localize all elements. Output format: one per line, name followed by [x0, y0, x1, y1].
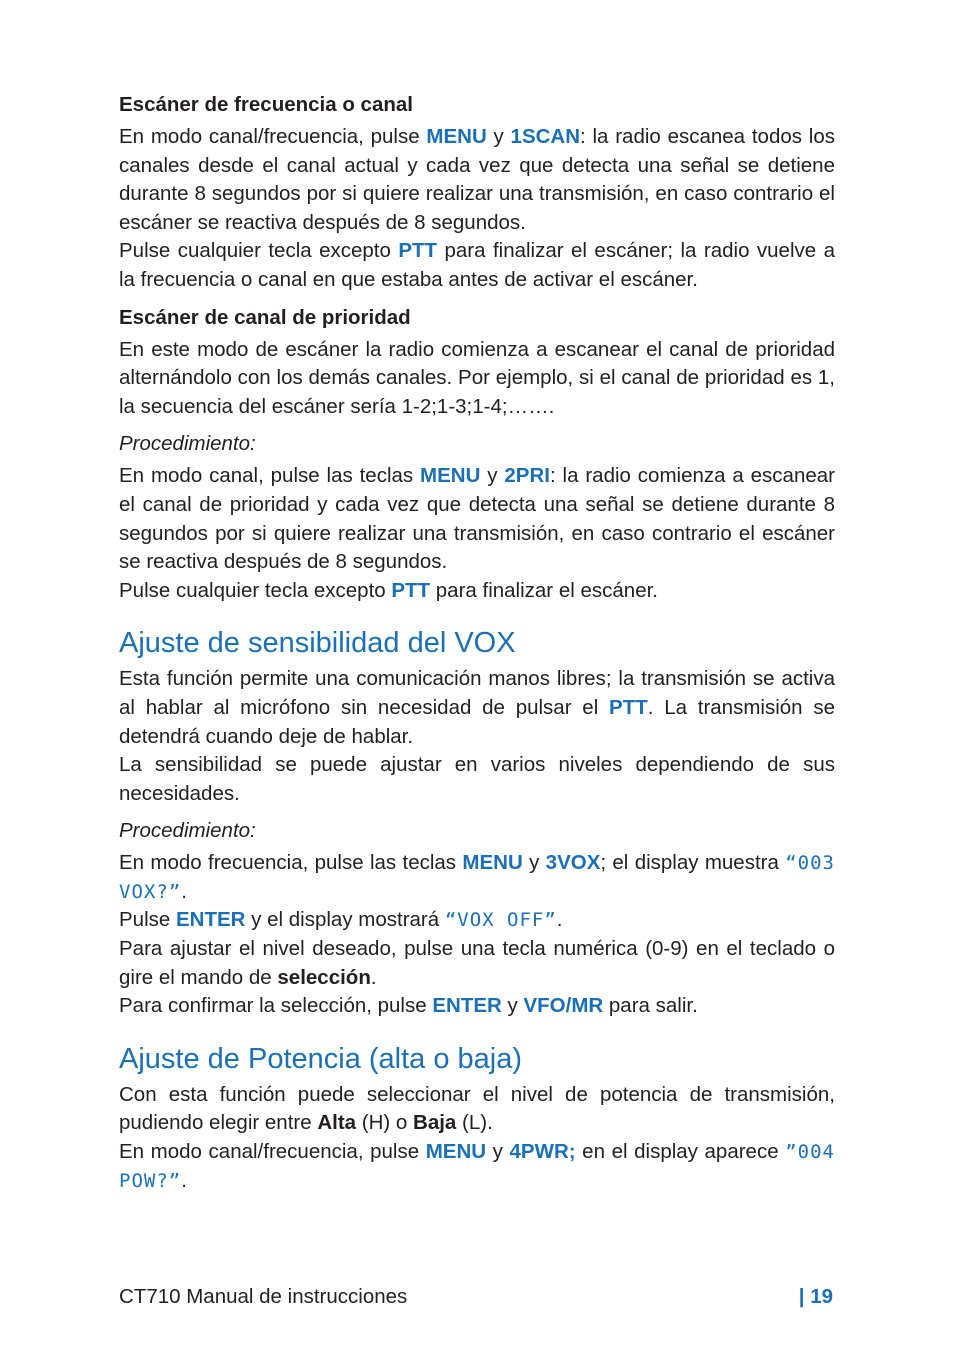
key-menu: MENU [462, 851, 523, 875]
paragraph: En modo canal/frecuencia, pulse MENU y 4PWR; en el display aparece ”004 POW?”. [119, 1140, 835, 1192]
paragraph: La sensibilidad se puede ajustar en varios niveles dependiendo de sus necesidades. [119, 753, 835, 805]
key-ptt: PTT [398, 239, 438, 263]
paragraph: En este modo de escáner la radio comienza a escanear el canal de prioridad alternándolo con los demás canales. Por ejemplo, si el canal de prioridad es 1, la secuencia del escáner sería 1-2;1-3;1-4;……. [119, 337, 835, 418]
paragraph: Pulse cualquier tecla excepto PTT para finalizar el escáner; la radio vuelve a la frecuencia o canal en que estaba antes de activar el escáner. [119, 239, 835, 291]
page-content [119, 90, 835, 1195]
paragraph: Para ajustar el nivel deseado, pulse una tecla numérica (0-9) en el teclado o gire el mando de selección. [119, 937, 835, 989]
paragraph: Para confirmar la selección, pulse ENTER y VFO/MR para salir. [119, 994, 698, 1018]
key-enter: ENTER [175, 908, 246, 932]
key-menu: MENU [426, 125, 487, 148]
paragraph: Pulse cualquier tecla excepto PTT para finalizar el escáner. [119, 578, 658, 602]
key-ptt: PTT [391, 578, 431, 602]
procedure-label: Procedimiento: [119, 819, 256, 843]
key-menu: MENU [425, 1140, 487, 1164]
footer-manual-title: CT710 Manual de instrucciones [119, 1285, 408, 1308]
key-4pwr: 4PWR; [509, 1140, 576, 1164]
paragraph: En modo canal, pulse las teclas MENU y 2PRI: la radio comienza a escanear el canal de prioridad y cada vez que detecta una señal se detiene durante 8 segundos por si quiere realizar una transmisión, en caso contrario el escáner se reactiva después de 8 segundos. [119, 464, 835, 574]
page-number: | 19 [798, 1285, 833, 1308]
key-vfo-mr: VFO/MR [523, 994, 604, 1018]
bold-term: selección [277, 965, 371, 989]
display-text: “003 VOX?” [119, 852, 835, 903]
key-1scan: 1SCAN [510, 125, 581, 148]
bold-term: Baja [413, 1111, 457, 1135]
display-text: ”004 POW?” [119, 1141, 835, 1192]
section-title-priority-scan: Escáner de canal de prioridad [119, 305, 411, 329]
key-enter: ENTER [432, 994, 502, 1018]
heading-vox-sensitivity: Ajuste de sensibilidad del VOX [119, 627, 516, 660]
key-2pri: 2PRI [504, 464, 550, 488]
paragraph: Pulse ENTER y el display mostrará “VOX OFF”. [119, 908, 563, 932]
heading-power-adjust: Ajuste de Potencia (alta o baja) [119, 1042, 523, 1075]
display-text: “VOX OFF” [444, 909, 557, 932]
paragraph: Esta función permite una comunicación manos libres; la transmisión se activa al hablar al micrófono sin necesidad de pulsar el PTT. La transmisión se detendrá cuando deje de hablar. [119, 667, 835, 748]
bold-term: Alta [317, 1111, 357, 1135]
section-title-frequency-scan: Escáner de frecuencia o canal [119, 93, 413, 116]
paragraph: En modo frecuencia, pulse las teclas MENU y 3VOX; el display muestra “003 VOX?”. [119, 851, 835, 903]
key-menu: MENU [420, 464, 481, 488]
procedure-label: Procedimiento: [119, 432, 256, 456]
key-3vox: 3VOX [545, 851, 601, 875]
paragraph: Con esta función puede seleccionar el nivel de potencia de transmisión, pudiendo elegir entre Alta (H) o Baja (L). [119, 1082, 835, 1135]
key-ptt: PTT [609, 695, 648, 719]
paragraph: En modo canal/frecuencia, pulse MENU y 1SCAN: la radio escanea todos los canales desde el canal actual y cada vez que detecta una señal se detiene durante 8 segundos por si quiere realizar una transmisión, en caso contrario el escáner se reactiva después de 8 segundos. [119, 125, 835, 234]
